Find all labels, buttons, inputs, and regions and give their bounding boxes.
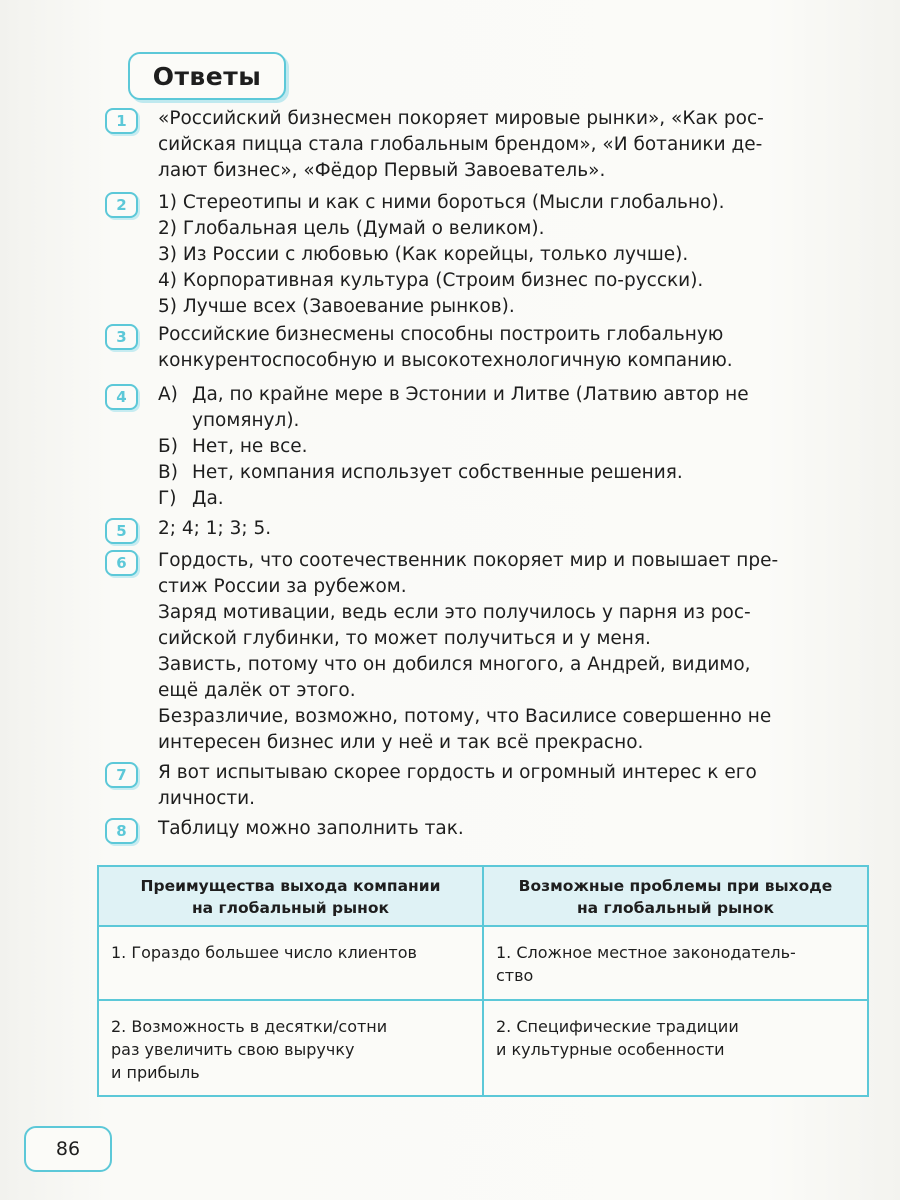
answer-2 (105, 190, 875, 320)
text-line: стиж России за рубежом. (158, 576, 407, 597)
table-row (98, 926, 868, 1000)
text-line: Я вот испытываю скорее гордость и огромный интерес к его (158, 762, 757, 783)
table-cell: 2. Специфические традиции и культурные особенности (483, 1000, 868, 1096)
sub-answer-b (158, 434, 875, 460)
answer-number-badge: 3 (105, 324, 138, 350)
table-header-advantages: Преимущества выхода компании на глобальный рынок (98, 866, 483, 926)
text-line: сийская пицца стала глобальным брендом», «И ботаники де- (158, 134, 763, 155)
answer-number-badge: 4 (105, 384, 138, 410)
answer-6 (105, 548, 875, 756)
answer-text (158, 548, 875, 756)
answer-text (158, 382, 875, 512)
text-line: Нет, компания использует собственные решения. (192, 462, 683, 483)
text-line: Таблицу можно заполнить так. (158, 818, 464, 839)
text-line: 2) Глобальная цель (Думай о великом). (158, 218, 545, 239)
page-number: 86 (24, 1126, 112, 1172)
text-line: «Российский бизнесмен покоряет мировые рынки», «Как рос- (158, 108, 764, 129)
answer-4 (105, 382, 875, 512)
answer-7 (105, 760, 875, 812)
answer-1 (105, 106, 875, 184)
answer-number-badge: 2 (105, 192, 138, 218)
text-line: 1) Стереотипы и как с ними бороться (Мысли глобально). (158, 192, 725, 213)
sub-answer-v (158, 460, 875, 486)
table-header-row (98, 866, 868, 926)
sub-answer-label: Г) (158, 488, 177, 509)
sub-answer-a (158, 382, 875, 434)
sub-answer-label: В) (158, 462, 178, 483)
table-cell: 1. Гораздо большее число клиентов (98, 926, 483, 1000)
answer-text (158, 190, 875, 320)
answer-text (158, 106, 875, 184)
answer-text (158, 816, 875, 842)
table-header-problems: Возможные проблемы при выходе на глобальный рынок (483, 866, 868, 926)
text-line: сийской глубинки, то может получиться и у меня. (158, 628, 651, 649)
text-line: личности. (158, 788, 256, 809)
answer-5 (105, 516, 875, 542)
answer-number-badge: 8 (105, 818, 138, 844)
comparison-table (97, 865, 869, 1097)
answer-number-badge: 6 (105, 550, 138, 576)
text-line: 3) Из России с любовью (Как корейцы, только лучше). (158, 244, 689, 265)
answer-8 (105, 816, 875, 842)
text-line: Заряд мотивации, ведь если это получилось у парня из рос- (158, 602, 751, 623)
text-line: Зависть, потому что он добился многого, а Андрей, видимо, (158, 654, 751, 675)
text-line: Да. (192, 488, 224, 509)
answer-3 (105, 322, 875, 374)
text-line: интересен бизнес или у неё и так всё прекрасно. (158, 732, 644, 753)
text-line: 4) Корпоративная культура (Строим бизнес по-русски). (158, 270, 704, 291)
text-line: лают бизнес», «Фёдор Первый Завоеватель». (158, 160, 606, 181)
text-line: Российские бизнесмены способны построить глобальную (158, 324, 724, 345)
answer-text (158, 760, 875, 812)
table-row (98, 1000, 868, 1096)
table-cell: 2. Возможность в десятки/сотни раз увеличить свою выручку и прибыль (98, 1000, 483, 1096)
sub-answer-label: Б) (158, 436, 178, 457)
text-line: конкурентоспособную и высокотехнологичную компанию. (158, 350, 733, 371)
table-cell: 1. Сложное местное законодатель- ство (483, 926, 868, 1000)
answer-text (158, 322, 875, 374)
text-line: Гордость, что соотечественник покоряет мир и повышает пре- (158, 550, 779, 571)
text-line: Нет, не все. (192, 436, 308, 457)
answers-title: Ответы (128, 52, 286, 100)
answer-number-badge: 7 (105, 762, 138, 788)
text-line: Безразличие, возможно, потому, что Василисе совершенно не (158, 706, 772, 727)
text-line: Да, по крайне мере в Эстонии и Литве (Латвию автор не (192, 384, 749, 405)
answer-number-badge: 5 (105, 518, 138, 544)
text-line: ещё далёк от этого. (158, 680, 356, 701)
answer-text (158, 516, 875, 542)
text-line: 5) Лучше всех (Завоевание рынков). (158, 296, 515, 317)
text-line: 2; 4; 1; 3; 5. (158, 518, 272, 539)
sub-answer-g (158, 486, 875, 512)
sub-answer-label: А) (158, 384, 178, 405)
text-line: упомянул). (192, 410, 300, 431)
answer-number-badge: 1 (105, 108, 138, 134)
